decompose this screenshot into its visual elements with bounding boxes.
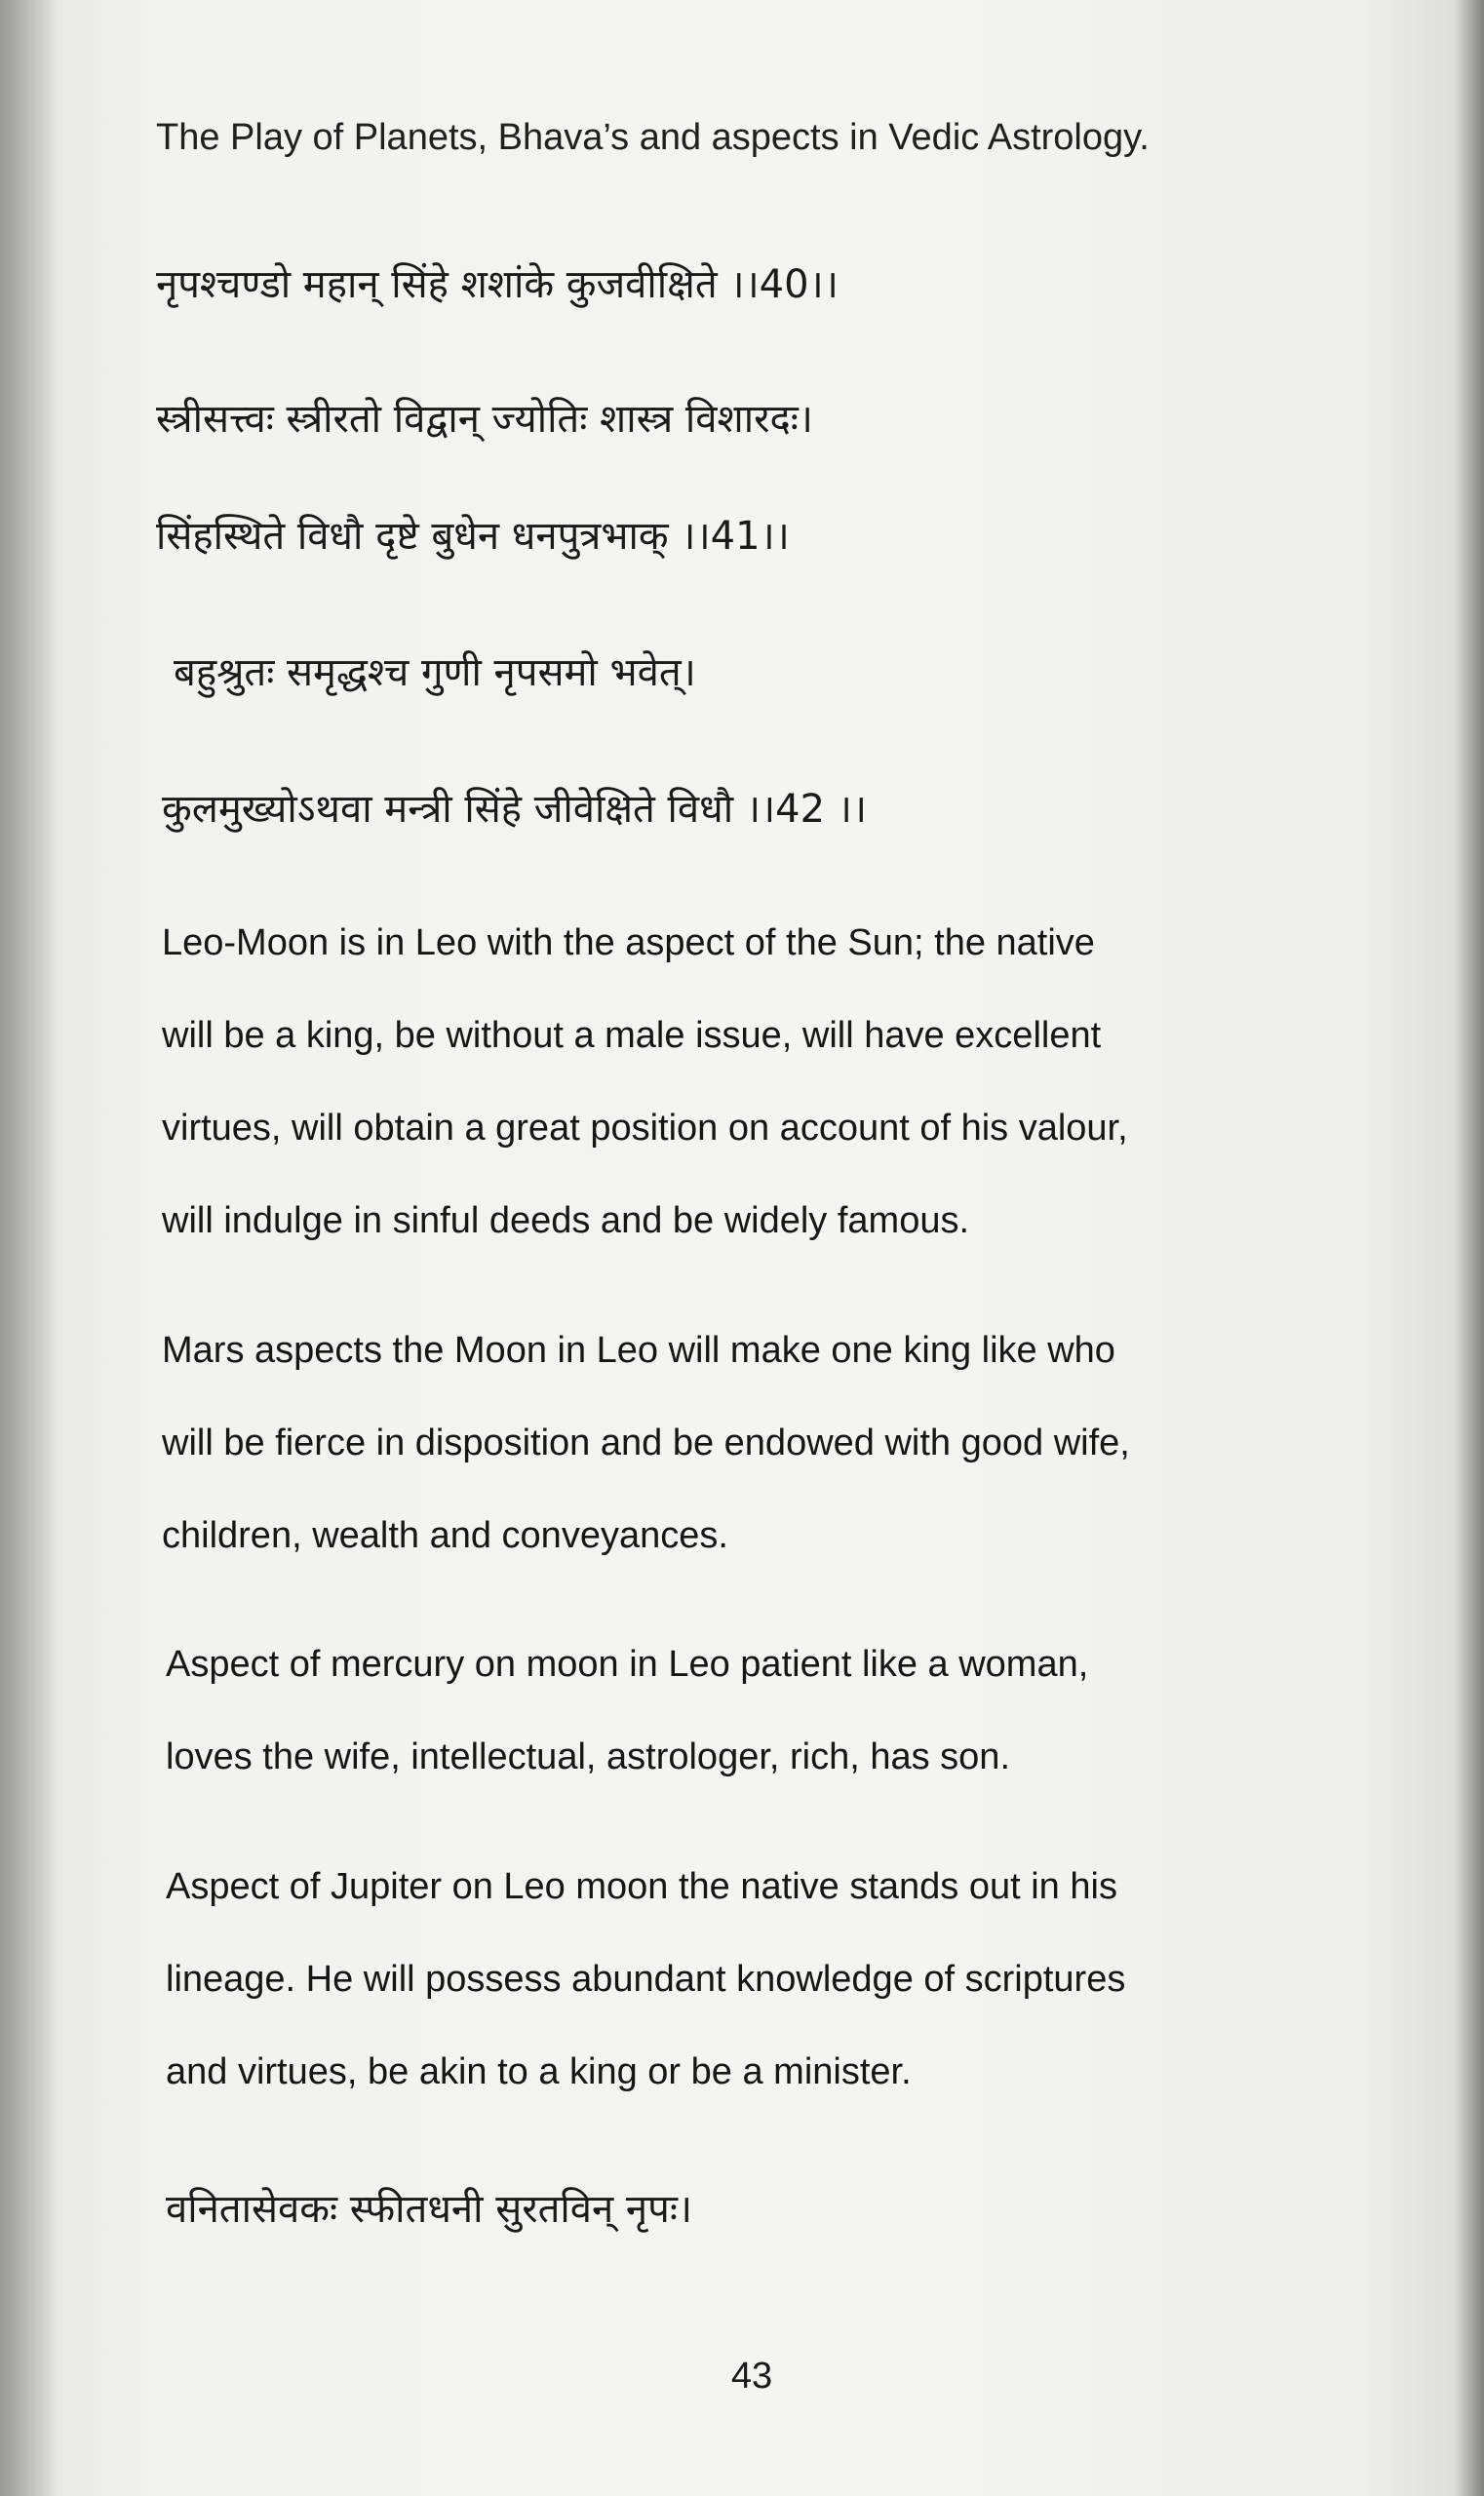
paragraph-line: and virtues, be akin to a king or be a minister. — [166, 2051, 912, 2092]
closing-verse-line: वनितासेवकः स्फीतधनी सुरतविन् नृपः। — [166, 2187, 693, 2232]
paragraph-line: Mars aspects the Moon in Leo will make one king like who — [162, 1330, 1115, 1371]
verse-line: स्त्रीसत्त्वः स्त्रीरतो विद्वान् ज्योतिः शास्त्र विशारदः। — [156, 397, 813, 442]
paragraph-sun-aspect — [162, 897, 1351, 1268]
verse-line: सिंहस्थिते विधौ दृष्टे बुधेन धनपुत्रभाक् ।।41।। — [156, 514, 790, 559]
paragraph-line: Leo-Moon is in Leo with the aspect of the Sun; the native — [162, 922, 1095, 963]
page-edge-shadow — [1455, 0, 1484, 2496]
verse-line: कुलमुख्योऽथवा मन्त्री सिंहे जीवेक्षिते विधौ ।।42 ।। — [162, 787, 868, 832]
verse-line: बहुश्रुतः समृद्धश्च गुणी नृपसमो भवेत्। — [174, 650, 696, 695]
verse-line: नृपश्चण्डो महान् सिंहे शशांके कुजवीक्षिते ।।40।। — [156, 262, 839, 307]
paragraph-line: children, wealth and conveyances. — [162, 1515, 728, 1556]
paragraph-line: Aspect of Jupiter on Leo moon the native stands out in his — [166, 1866, 1117, 1907]
paragraph-line: lineage. He will possess abundant knowledge of scriptures — [166, 1959, 1126, 2000]
paragraph-line: Aspect of mercury on moon in Leo patient like a woman, — [166, 1644, 1089, 1685]
paragraph-line: will be a king, be without a male issue, will have excellent — [162, 1015, 1102, 1056]
paragraph-jupiter-aspect — [166, 1841, 1355, 2119]
paragraph-line: loves the wife, intellectual, astrologer, rich, has son. — [166, 1736, 1011, 1777]
spine-shadow — [0, 0, 59, 2496]
paragraph-mercury-aspect — [166, 1618, 1355, 1804]
running-header: The Play of Planets, Bhava’s and aspects in Vedic Astrology. — [156, 117, 1150, 158]
paragraph-line: will be fierce in disposition and be endowed with good wife, — [162, 1423, 1130, 1463]
paragraph-line: will indulge in sinful deeds and be widely famous. — [162, 1200, 970, 1241]
page-number: 43 — [730, 2356, 773, 2397]
paragraph-mars-aspect — [162, 1305, 1351, 1582]
paragraph-line: virtues, will obtain a great position on account of his valour, — [162, 1108, 1128, 1149]
